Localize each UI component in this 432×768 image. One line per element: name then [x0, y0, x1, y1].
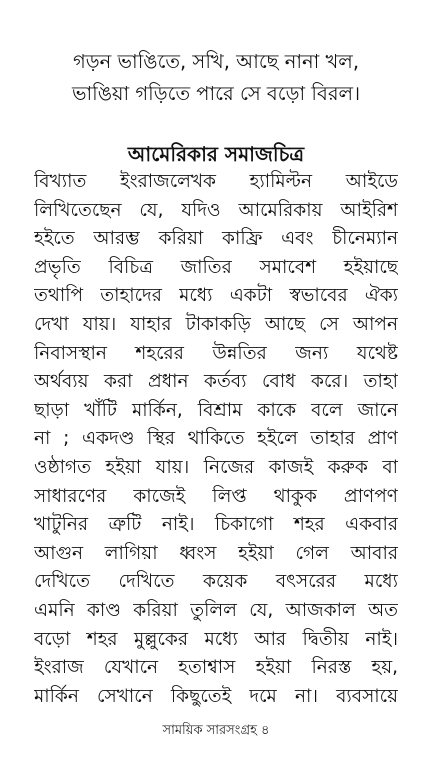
- body-line: মার্কিন সেখানে কিছুতেই দমে না। ব্যবসায়ে: [34, 685, 398, 707]
- body-line: বড়ো শহর মুল্লুকের মধ্যে আর দ্বিতীয় নাই।: [34, 628, 398, 650]
- body-line: তথাপি তাহাদের মধ্যে একটা স্বভাবের ঐক্য: [34, 285, 398, 307]
- body-line: প্রভৃতি বিচিত্র জাতির সমাবেশ হইয়াছে: [34, 256, 398, 278]
- article-heading: আমেরিকার সমাজচিত্র: [127, 142, 305, 166]
- body-line: ওষ্ঠাগত হইয়া যায়। নিজের কাজই করুক বা: [34, 456, 398, 478]
- body-line: অর্থব্যয় করা প্রধান কর্তব্য বোধ করে। তাহা: [34, 371, 398, 393]
- body-line: দেখা যায়। যাহার টাকাকড়ি আছে সে আপন: [34, 313, 398, 335]
- body-line: বিখ্যাত ইংরাজলেখক হ্যামিল্টন আইডে: [34, 171, 398, 192]
- body-line: দেখিতে দেখিতে কয়েক বৎসরের মধ্যে: [34, 571, 398, 593]
- verse-line: গড়ন ভাঙিতে, সখি, আছে নানা খল,: [72, 50, 360, 73]
- body-line: হইতে আরম্ভ করিয়া কাফ্রি এবং চীনেম্যান: [34, 228, 398, 250]
- body-line: খাটুনির ত্রুটি নাই। চিকাগো শহর একবার: [34, 514, 398, 536]
- article-body: [34, 168, 398, 711]
- body-line: সাধারণের কাজেই লিপ্ত থাকুক প্রাণপণ: [34, 485, 398, 507]
- body-line: লিখিতেছেন যে, যদিও আমেরিকায় আইরিশ: [34, 199, 398, 221]
- body-line: নিবাসস্থান শহরের উন্নতির জন্য যথেষ্ট: [34, 342, 398, 364]
- page-footer: সাময়িক সারসংগ্রহ ৪: [162, 723, 270, 738]
- body-line: না ; একদণ্ড স্থির থাকিতে হইলে তাহার প্রাণ: [34, 428, 398, 450]
- body-line: ছাড়া খাঁটি মার্কিন, বিশ্রাম কাকে বলে জানে: [34, 399, 398, 421]
- body-line: এমনি কাণ্ড করিয়া তুলিল যে, আজকাল অত: [34, 599, 398, 621]
- verse-line: ভাঙিয়া গড়িতে পারে সে বড়ো বিরল।: [71, 82, 361, 105]
- verse-block: [0, 46, 432, 110]
- body-line: ইংরাজ যেখানে হতাশ্বাস হইয়া নিরস্ত হয়,: [34, 657, 398, 679]
- body-line: আগুন লাগিয়া ধ্বংস হইয়া গেল আবার: [34, 542, 398, 564]
